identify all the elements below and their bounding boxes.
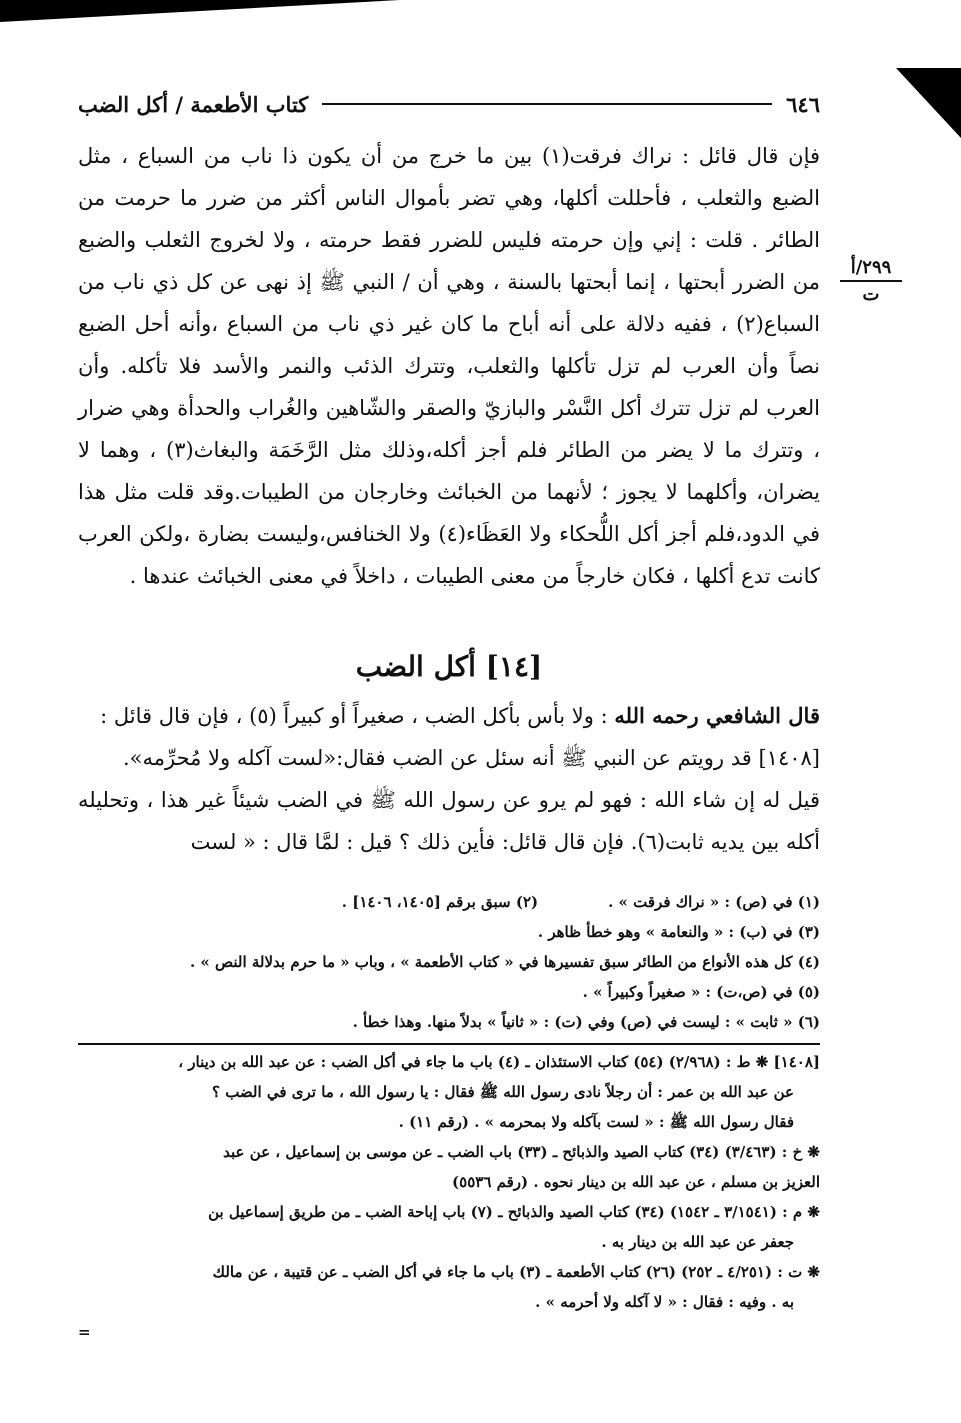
footnote: (٣) في (ب) : « والنعامة » وهو خطأ ظاهر . xyxy=(537,923,820,941)
section-paragraph-3: قيل له إن شاء الله : فهو لم يرو عن رسول الله ﷺ في الضب شيئاً غير هذا ، وتحليله أكله بين يديه ثابت(٦). فإن قال قائل: فأين ذلك ؟ قيل : لمَّا قال : « لست xyxy=(78,788,820,854)
footnote: (١) في (ص) : « نراك فرقت » . xyxy=(608,893,820,911)
section-paragraph-1 xyxy=(78,695,820,737)
footnote: (٤) كل هذه الأنواع من الطائر سبق تفسيرها في « كتاب الأطعمة » ، وباب « ما حرم بدلالة النص » . xyxy=(189,953,820,971)
takhrij-line: جعفر عن عبد الله بن دينار به . xyxy=(601,1233,794,1251)
continuation-mark: = xyxy=(78,1323,91,1341)
top-page-edge-mark xyxy=(0,0,400,22)
takhrij-line: عن عبد الله بن عمر : أن رجلاً نادى رسول الله ﷺ فقال : يا رسول الله ، ما ترى في الضب ؟ xyxy=(212,1083,794,1101)
takhrij-line: ❋ ت : (٤/٢٥١ ـ ٢٥٢) (٢٦) كتاب الأطعمة ـ (٣) باب ما جاء في أكل الضب ـ عن قتيبة ، عن مالك xyxy=(212,1263,820,1281)
footnote-row xyxy=(78,887,820,917)
takhrij-divider xyxy=(78,1043,820,1045)
footnote: (٦) « ثابت » : ليست في (ص) وفي (ت) : « ثانياً » بدلاً منها. وهذا خطأ . xyxy=(352,1013,820,1031)
section-title: [١٤] أكل الضب xyxy=(355,650,543,683)
paragraph-text: : ولا بأس بأكل الضب ، صغيراً أو كبيراً (٥) ، فإن قال قائل : xyxy=(100,704,615,728)
right-page-edge-mark xyxy=(896,68,961,138)
footnote: (٥) في (ص،ت) : « صغيراً وكبيراً » . xyxy=(582,983,820,1001)
takhrij-line: به . وفيه : فقال : « لا آكله ولا أحرمه » . xyxy=(535,1293,794,1311)
page-number: ٦٤٦ xyxy=(786,91,820,117)
page-header xyxy=(78,86,820,122)
takhrij-line: ❋ م : (٣/١٥٤١ ـ ١٥٤٢) (٣٤) كتاب الصيد والذبائح ـ (٧) باب إباحة الضب ـ من طريق إسماعيل بن xyxy=(208,1203,820,1221)
margin-ref-siglum: ت xyxy=(862,284,880,305)
takhrij-line: فقال رسول الله ﷺ : « لست بآكله ولا بمحرمه » . (رقم ١١) . xyxy=(398,1113,794,1131)
speaker-label: قال الشافعي رحمه الله xyxy=(614,703,820,728)
hadith-paragraph xyxy=(78,737,820,779)
footnotes xyxy=(78,887,820,1037)
hadith-number: [١٤٠٨] xyxy=(758,746,820,770)
takhrij-line: [١٤٠٨] ❋ ط : (٢/٩٦٨) (٥٤) كتاب الاستئذان ـ (٤) باب ما جاء في أكل الضب : عن عبد الله بن دينار ، xyxy=(178,1053,820,1071)
takhrij-line: ❋ خ : (٣/٤٦٣) (٣٤) كتاب الصيد والذبائح ـ (٣٣) باب الضب ـ عن موسى بن إسماعيل ، عن عبد xyxy=(223,1143,820,1161)
header-rule xyxy=(322,103,772,105)
takhrij-notes xyxy=(78,1047,820,1347)
hadith-text: قد رويتم عن النبي ﷺ أنه سئل عن الضب فقال:«لست آكله ولا مُحرِّمه». xyxy=(122,746,759,770)
running-title: كتاب الأطعمة / أكل الضب xyxy=(78,91,309,117)
section-body xyxy=(78,695,820,863)
margin-manuscript-ref xyxy=(840,257,902,305)
margin-ref-folio: ٢٩٩/أ xyxy=(840,257,902,282)
footnote: (٢) سبق برقم [١٤٠٥، ١٤٠٦] . xyxy=(341,893,539,911)
main-paragraph: فإن قال قائل : نراك فرقت(١) بين ما خرج من أن يكون ذا ناب من السباع ، مثل الضبع والثعلب ، فأحللت أكلها، وهي تضر بأموال الناس أكثر من ضرر ما حرمت من الطائر . قلت : إني وإن حرمته فليس للضرر فقط حرمته ، ولا لخروج الثعلب والضبع من الضرر أبحتها ، إنما أبحتها بالسنة ، وهي أن / النبي ﷺ إذ نهى عن كل ذي ناب من السباع(٢) ، ففيه دلالة على أنه أباح ما كان غير ذي ناب من السباع ،وأنه أحل الضبع نصاً وأن العرب لم تزل تأكلها والثعلب، وتترك الذئب والنمر والأسد فلا تأكله. وأن العرب لم تزل تترك أكل النَّسْر والبازيّ والصقر والشّاهين والغُراب والحدأة وهي ضرار ، وتترك ما لا يضر من الطائر فلم أجز أكله،وذلك مثل الرَّخَمَة والبغاث(٣) ، وهما لا يضران، وأكلهما لا يجوز ؛ لأنهما من الخبائث وخارجان من الطيبات.وقد قلت مثل هذا في الدود،فلم أجز أكل اللُّحكاء ولا العَظَاء(٤) ولا الخنافس،وليست بضارة ،ولكن العرب كانت تدع أكلها ، فكان خارجاً من معنى الطيبات ، داخلاً في معنى الخبائث عندها . xyxy=(78,144,821,588)
takhrij-line: العزيز بن مسلم ، عن عبد الله بن دينار نحوه . (رقم ٥٥٣٦) xyxy=(452,1173,820,1191)
